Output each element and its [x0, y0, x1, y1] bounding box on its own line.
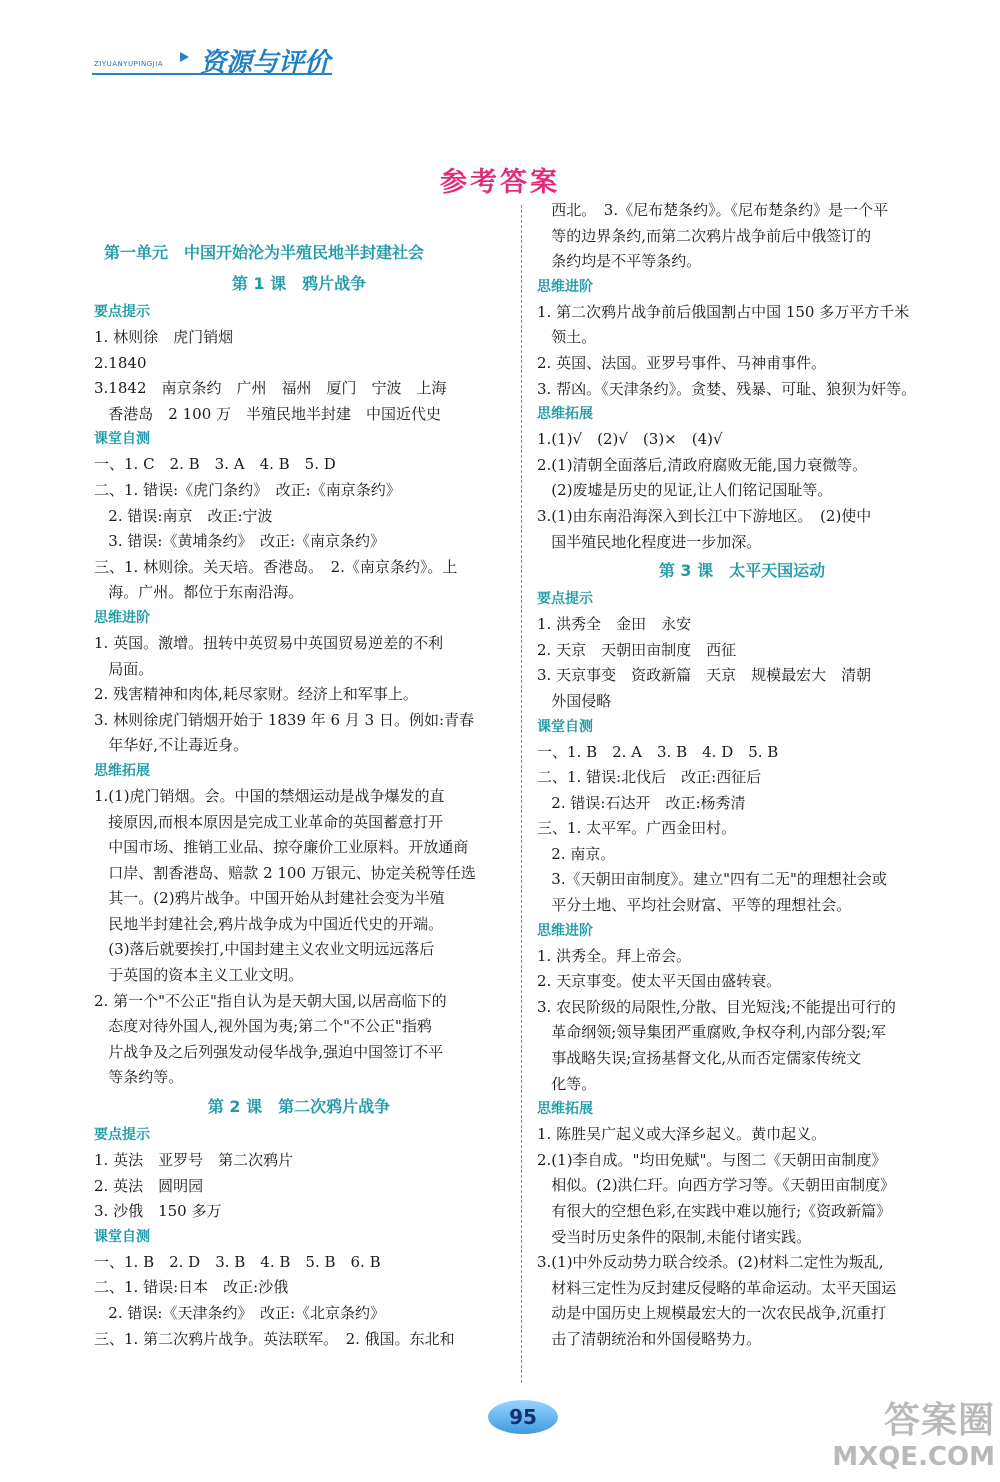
column-divider [521, 205, 523, 1383]
answer-line: 二、1. 错误:日本 改正:沙俄 [94, 1278, 289, 1297]
answer-line: 条约均是不平等条约。 [537, 252, 702, 271]
answer-line: 2. 天京事变。使太平天国由盛转衰。 [537, 972, 782, 991]
answer-line: 2. 南京。 [537, 844, 616, 863]
right-column [537, 198, 947, 1353]
answer-line: 口岸、割香港岛、赔款 2 100 万银元、协定关税等任选 [94, 863, 476, 882]
answer-line: 态度对待外国人,视外国为夷;第二个"不公正"指鸦 [94, 1017, 432, 1036]
answer-line: 接原因,而根本原因是完成工业革命的英国蓄意打开 [94, 812, 444, 831]
answer-line: 二、1. 错误:北伐后 改正:西征后 [537, 768, 762, 787]
answer-line: 其一。(2)鸦片战争。中国开始从封建社会变为半殖 [94, 889, 445, 908]
answer-line: 3. 沙俄 150 多万 [94, 1202, 222, 1221]
answer-line: 3. 帮凶。《天津条约》。贪婪、残暴、可耻、狼狈为奸等。 [537, 379, 917, 398]
answer-line: 2.(1)李自成。"均田免赋"。与图二《天朝田亩制度》 [537, 1150, 887, 1169]
answer-line: 2. 残害精神和肉体,耗尽家财。经济上和军事上。 [94, 685, 418, 704]
header-logo [92, 40, 342, 80]
page-number: 95 [509, 1405, 537, 1429]
left-column [94, 238, 504, 1352]
answer-line: 等的边界条约,而第二次鸦片战争前后中俄签订的 [537, 226, 872, 245]
section-heading: 课堂自测 [94, 431, 150, 448]
answer-line: 3. 农民阶级的局限性,分散、目光短浅;不能提出可行的 [537, 997, 896, 1016]
section-heading: 思维拓展 [94, 762, 150, 779]
answer-line: 海。广州。都位于东南沿海。 [94, 583, 304, 602]
lesson-heading: 第 2 课 第二次鸦片战争 [207, 1097, 391, 1117]
section-heading: 思维进阶 [537, 278, 593, 295]
answer-line: 1.(1)虎门销烟。会。中国的禁烟运动是战争爆发的直 [94, 786, 445, 805]
logo-title: 资源与评价 [200, 48, 331, 78]
section-heading: 要点提示 [537, 591, 593, 608]
answer-line: 1. 英法 亚罗号 第二次鸦片 [94, 1151, 294, 1170]
answer-line: 2. 天京 天朝田亩制度 西征 [537, 640, 737, 659]
answer-line: 2. 错误:《天津条约》 改正:《北京条约》 [94, 1304, 385, 1322]
page-number-badge [488, 1400, 558, 1434]
answer-line: 3. 天京事变 资政新篇 天京 规模最宏大 清朝 [537, 666, 872, 685]
answer-line: 有很大的空想色彩,在实践中难以施行;《资政新篇》 [537, 1202, 892, 1220]
watermark-text: 答案圈 [883, 1400, 995, 1441]
lesson-heading: 第 3 课 太平天国运动 [658, 561, 826, 581]
answer-line: 2.(1)清朝全面落后,清政府腐败无能,国力衰微等。 [537, 455, 868, 474]
answer-line: 1. 林则徐 虎门销烟 [94, 328, 234, 346]
section-heading: 课堂自测 [94, 1228, 150, 1245]
answer-line: 于英国的资本主义工业文明。 [94, 966, 304, 985]
answer-line: 西北。 3.《尼布楚条约》。《尼布楚条约》是一个平 [537, 201, 889, 219]
watermark [800, 1392, 995, 1477]
answer-line: 动是中国历史上规模最宏大的一次农民战争,沉重打 [537, 1304, 887, 1323]
answer-line: 局面。 [94, 659, 154, 678]
page-title: 参考答案 [440, 167, 560, 198]
answer-line: 二、1. 错误:《虎门条约》 改正:《南京条约》 [94, 480, 401, 499]
answer-line: 2. 英国、法国。亚罗号事件、马神甫事件。 [537, 353, 827, 372]
answer-line: 1. 英国。激增。扭转中英贸易中英国贸易逆差的不利 [94, 633, 444, 652]
answer-line: 3. 错误:《黄埔条约》 改正:《南京条约》 [94, 532, 385, 551]
unit-heading: 第一单元 中国开始沦为半殖民地半封建社会 [104, 243, 425, 262]
answer-line: 外国侵略 [537, 691, 612, 710]
answer-line: 1. 洪秀全。拜上帝会。 [537, 946, 692, 965]
answer-line: 革命纲领;领导集团严重腐败,争权夺利,内部分裂;军 [537, 1023, 886, 1042]
answer-line: 一、1. B 2. A 3. B 4. D 5. B [537, 742, 779, 761]
answer-line: 材料三定性为反封建反侵略的革命运动。太平天国运 [537, 1278, 897, 1297]
answer-line: 3.(1)由东南沿海深入到长江中下游地区。 (2)使中 [537, 506, 872, 525]
answer-line: 三、1. 太平军。广西金田村。 [537, 819, 737, 838]
section-heading: 思维拓展 [537, 1101, 593, 1118]
answer-line: 一、1. C 2. B 3. A 4. B 5. D [94, 455, 336, 474]
answer-line: 2. 英法 圆明园 [94, 1176, 204, 1195]
answer-line: 国半殖民地化程度进一步加深。 [537, 532, 762, 551]
answer-line: 等条约等。 [94, 1068, 184, 1087]
answer-line: (3)落后就要挨打,中国封建主义农业文明远远落后 [94, 940, 435, 959]
answer-line: 3.1842 南京条约 广州 福州 厦门 宁波 上海 [94, 379, 447, 398]
answer-line: 1. 第二次鸦片战争前后俄国割占中国 150 多万平方千米 [537, 302, 910, 321]
answer-line: 相似。(2)洪仁玕。向西方学习等。《天朝田亩制度》 [537, 1176, 896, 1195]
answer-line: 领土。 [537, 328, 597, 347]
answer-line: (2)废墟是历史的见证,让人们铭记国耻等。 [537, 481, 833, 500]
answer-line: 2. 错误:石达开 改正:杨秀清 [537, 793, 746, 812]
answer-line: 受当时历史条件的限制,未能付诸实践。 [537, 1227, 812, 1246]
answer-line: 1. 陈胜吴广起义或大泽乡起义。黄巾起义。 [537, 1125, 827, 1144]
answer-line: 一、1. B 2. D 3. B 4. B 5. B 6. B [94, 1252, 381, 1271]
answer-line: 三、1. 第二次鸦片战争。英法联军。 2. 俄国。东北和 [94, 1329, 455, 1348]
answer-line: 香港岛 2 100 万 半殖民地半封建 中国近代史 [94, 404, 442, 423]
answer-line: 三、1. 林则徐。关天培。香港岛。 2.《南京条约》。上 [94, 557, 458, 576]
section-heading: 思维进阶 [537, 922, 593, 939]
logo-pinyin: ZIYUANYUPINGJIA [94, 60, 164, 68]
answer-line: 2.1840 [94, 353, 147, 372]
section-heading: 思维进阶 [94, 609, 150, 626]
answer-line: 1.(1)√ (2)√ (3)× (4)√ [537, 430, 723, 449]
answer-line: 化等。 [537, 1074, 597, 1093]
section-heading: 课堂自测 [537, 718, 593, 735]
section-heading: 思维拓展 [537, 406, 593, 423]
answer-line: 3.《天朝田亩制度》。建立"四有二无"的理想社会或 [537, 870, 887, 889]
answer-line: 2. 错误:南京 改正:宁波 [94, 506, 273, 525]
section-heading: 要点提示 [94, 1127, 150, 1144]
answer-line: 击了清朝统治和外国侵略势力。 [537, 1329, 762, 1348]
answer-line: 片战争及之后列强发动侵华战争,强迫中国签订不平 [94, 1042, 444, 1061]
logo-arrow-icon [180, 52, 189, 62]
answer-line: 中国市场、推销工业品、掠夺廉价工业原料。开放通商 [94, 838, 469, 857]
watermark-url: MXQE.COM [832, 1442, 995, 1472]
answer-line: 3.(1)中外反动势力联合绞杀。(2)材料二定性为叛乱, [537, 1253, 884, 1272]
section-heading: 要点提示 [94, 304, 150, 320]
lesson-heading: 第 1 课 鸦片战争 [231, 274, 367, 293]
answer-line: 年华好,不让毒近身。 [94, 736, 249, 755]
answer-line: 事战略失误;宣扬基督文化,从而否定儒家传统文 [537, 1049, 862, 1068]
answer-line: 3. 林则徐虎门销烟开始于 1839 年 6 月 3 日。例如:青春 [94, 710, 475, 729]
answer-line: 平分土地、平均社会财富、平等的理想社会。 [537, 896, 852, 915]
answer-line: 2. 第一个"不公正"指自认为是天朝大国,以居高临下的 [94, 991, 447, 1010]
answer-line: 1. 洪秀全 金田 永安 [537, 615, 692, 634]
answer-line: 民地半封建社会,鸦片战争成为中国近代史的开端。 [94, 914, 444, 933]
